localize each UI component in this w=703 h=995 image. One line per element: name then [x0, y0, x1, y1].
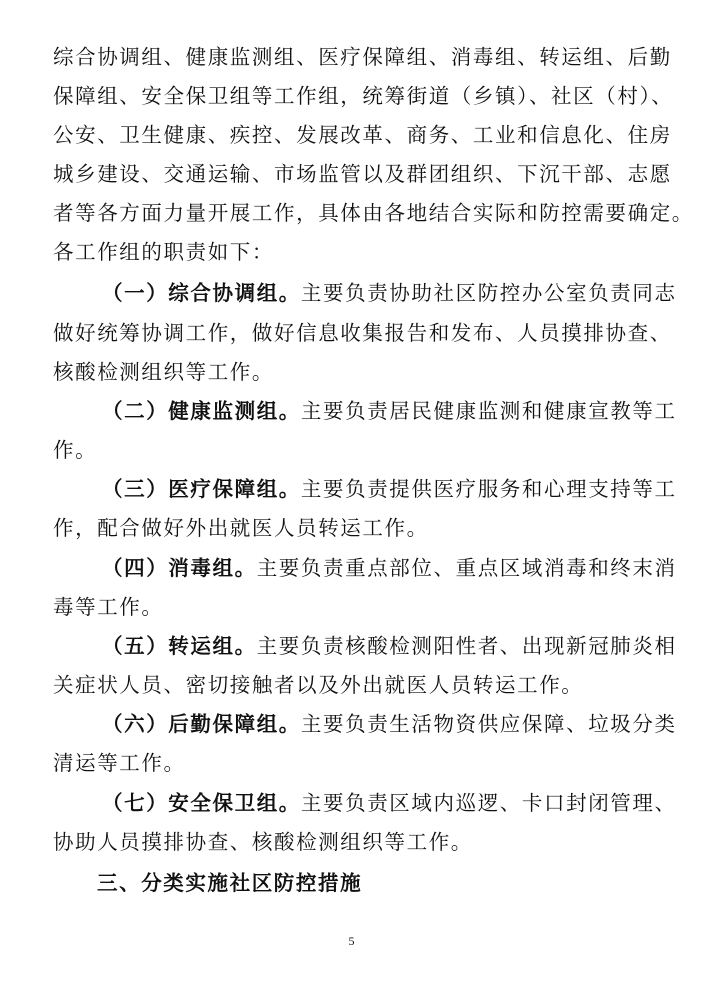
group-title: （一）综合协调组。 — [102, 281, 301, 305]
paragraph-line: 核酸检测组织等工作。 — [53, 360, 274, 384]
group-title: （七）安全保卫组。 — [102, 791, 301, 815]
group-paragraph-first-line — [102, 469, 677, 509]
paragraph-line: 作。 — [53, 438, 98, 462]
group-title: （三）医疗保障组。 — [102, 477, 301, 501]
paragraph-line: 公安、卫生健康、疾控、发展改革、商务、工业和信息化、住房 — [53, 123, 672, 147]
section-heading: 三、分类实施社区防控措施 — [97, 871, 363, 895]
group-text: 主要负责居民健康监测和健康宣教等工 — [300, 399, 677, 423]
group-paragraph-first-line — [102, 391, 677, 431]
group-paragraph-first-line — [102, 704, 677, 744]
group-text: 主要负责核酸检测阳性者、出现新冠肺炎相 — [256, 634, 677, 658]
group-text: 主要负责区域内巡逻、卡口封闭管理、 — [300, 791, 677, 815]
group-text: 主要负责生活物资供应保障、垃圾分类 — [300, 712, 677, 736]
paragraph-line: 做好统筹协调工作，做好信息收集报告和发布、人员摸排协查、 — [53, 321, 672, 345]
group-title: （五）转运组。 — [102, 634, 257, 658]
paragraph-line: 清运等工作。 — [53, 751, 186, 775]
paragraph-line: 毒等工作。 — [53, 595, 164, 619]
paragraph-line: 各工作组的职责如下： — [53, 240, 274, 264]
page-number: 5 — [348, 934, 355, 948]
group-paragraph-first-line — [102, 548, 677, 588]
group-title: （二）健康监测组。 — [102, 399, 301, 423]
group-paragraph-first-line — [102, 626, 677, 666]
paragraph-line: 作，配合做好外出就医人员转运工作。 — [53, 516, 429, 540]
paragraph-line: 综合协调组、健康监测组、医疗保障组、消毒组、转运组、后勤 — [53, 45, 672, 69]
group-title: （六）后勤保障组。 — [102, 712, 301, 736]
group-text: 主要负责协助社区防控办公室负责同志 — [300, 281, 677, 305]
group-title: （四）消毒组。 — [102, 556, 257, 580]
paragraph-line: 者等各方面力量开展工作，具体由各地结合实际和防控需要确定。 — [53, 201, 694, 225]
paragraph-line: 关症状人员、密切接触者以及外出就医人员转运工作。 — [53, 673, 584, 697]
paragraph-line: 保障组、安全保卫组等工作组，统筹街道（乡镇）、社区（村）、 — [53, 84, 674, 108]
group-text: 主要负责提供医疗服务和心理支持等工 — [300, 477, 677, 501]
group-text: 主要负责重点部位、重点区域消毒和终末消 — [256, 556, 677, 580]
paragraph-line: 协助人员摸排协查、核酸检测组织等工作。 — [53, 830, 473, 854]
group-paragraph-first-line — [102, 273, 677, 313]
paragraph-line: 城乡建设、交通运输、市场监管以及群团组织、下沉干部、志愿 — [53, 162, 672, 186]
group-paragraph-first-line — [102, 783, 677, 823]
